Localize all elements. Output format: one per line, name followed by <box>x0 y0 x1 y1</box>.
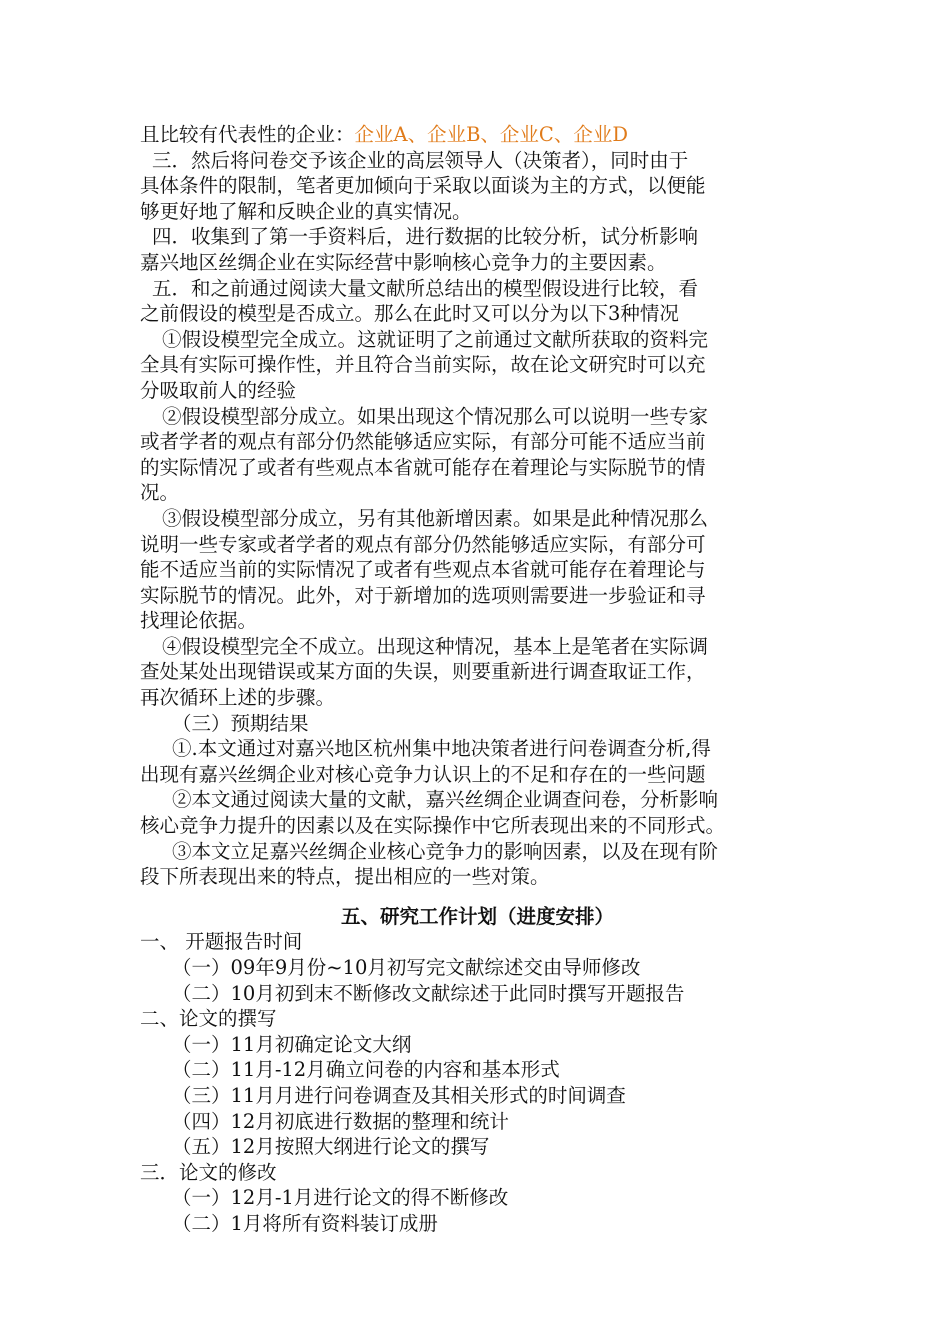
paragraph-line: 再次循环上述的步骤。 <box>140 686 336 710</box>
paragraph-line: ②假设模型部分成立。如果出现这个情况那么可以说明一些专家 <box>162 404 709 428</box>
paragraph-line: 况。 <box>140 481 180 505</box>
plan-section-title: 三．论文的修改 <box>140 1160 277 1184</box>
paragraph-line: 具体条件的限制，笔者更加倾向于采取以面谈为主的方式，以便能 <box>140 174 706 198</box>
paragraph-line: ②本文通过阅读大量的文献，嘉兴丝绸企业调查问卷，分析影响 <box>172 788 719 812</box>
paragraph-line: ③假设模型部分成立，另有其他新增因素。如果是此种情况那么 <box>162 506 709 530</box>
paragraph-line <box>140 122 815 148</box>
plan-item: （二）10月初到末不断修改文献综述于此同时撰写开题报告 <box>172 981 685 1005</box>
paragraph-line: 嘉兴地区丝绸企业在实际经营中影响核心竞争力的主要因素。 <box>140 250 667 274</box>
plan-item: （一）11月初确定论文大纲 <box>172 1032 412 1056</box>
paragraph-line: 实际脱节的情况。此外，对于新增加的选项则需要进一步验证和寻 <box>140 583 706 607</box>
paragraph-line: 段下所表现出来的特点，提出相应的一些对策。 <box>140 865 550 889</box>
paragraph-line: 全具有实际可操作性，并且符合当前实际，故在论文研究时可以充 <box>140 353 706 377</box>
paragraph-line: 之前假设的模型是否成立。那么在此时又可以分为以下3种情况 <box>140 302 679 326</box>
highlighted-company-list: 企业A、企业B、企业C、企业D <box>354 123 628 146</box>
plan-section-title: 一、 开题报告时间 <box>140 930 303 954</box>
paragraph-line: ①.本文通过对嘉兴地区杭州集中地决策者进行问卷调查分析,得 <box>172 737 711 761</box>
paragraph-line: 能不适应当前的实际情况了或者有些观点本省就可能存在着理论与 <box>140 558 706 582</box>
document-page <box>140 122 815 1237</box>
paragraph-line: 分吸取前人的经验 <box>140 378 297 402</box>
paragraph-line: ③本文立足嘉兴丝绸企业核心竞争力的影响因素，以及在现有阶 <box>172 839 719 863</box>
plan-item: （二）1月将所有资料装订成册 <box>172 1211 438 1235</box>
plan-item: （四）12月初底进行数据的整理和统计 <box>172 1109 509 1133</box>
section-heading: 五、研究工作计划（进度安排） <box>340 904 614 928</box>
plan-item: （五）12月按照大纲进行论文的撰写 <box>172 1135 490 1159</box>
text: 且比较有代表性的企业： <box>140 123 355 146</box>
paragraph-line: ①假设模型完全成立。这就证明了之前通过文献所获取的资料完 <box>162 327 709 351</box>
paragraph-line: 出现有嘉兴丝绸企业对核心竞争力认识上的不足和存在的一些问题 <box>140 762 706 786</box>
paragraph-line: ④假设模型完全不成立。出现这种情况，基本上是笔者在实际调 <box>162 634 709 658</box>
paragraph-line: 够更好地了解和反映企业的真实情况。 <box>140 199 472 223</box>
paragraph-line: 查处某处出现错误或某方面的失误，则要重新进行调查取证工作， <box>140 660 706 684</box>
paragraph-line: 核心竞争力提升的因素以及在实际操作中它所表现出来的不同形式。 <box>140 814 726 838</box>
paragraph-line: 说明一些专家或者学者的观点有部分仍然能够适应实际，有部分可 <box>140 532 706 556</box>
paragraph-line: 的实际情况了或者有些观点本省就可能存在着理论与实际脱节的情 <box>140 455 706 479</box>
paragraph-line: 或者学者的观点有部分仍然能够适应实际，有部分可能不适应当前 <box>140 430 706 454</box>
paragraph-line: 找理论依据。 <box>140 609 258 633</box>
paragraph-line: 四．收集到了第一手资料后，进行数据的比较分析，试分析影响 <box>152 225 699 249</box>
subsection-title: （三）预期结果 <box>172 711 309 735</box>
plan-section-title: 二、论文的撰写 <box>140 1007 277 1031</box>
paragraph-line: 五．和之前通过阅读大量文献所总结出的模型假设进行比较，看 <box>152 276 699 300</box>
plan-item: （三）11月月进行问卷调查及其相关形式的时间调查 <box>172 1083 626 1107</box>
plan-item: （二）11月-12月确立问卷的内容和基本形式 <box>172 1058 560 1082</box>
plan-item: （一）12月-1月进行论文的得不断修改 <box>172 1186 509 1210</box>
plan-item: （一）09年9月份~10月初写完文献综述交由导师修改 <box>172 956 641 979</box>
paragraph-line: 三．然后将问卷交予该企业的高层领导人（决策者），同时由于 <box>152 148 689 172</box>
